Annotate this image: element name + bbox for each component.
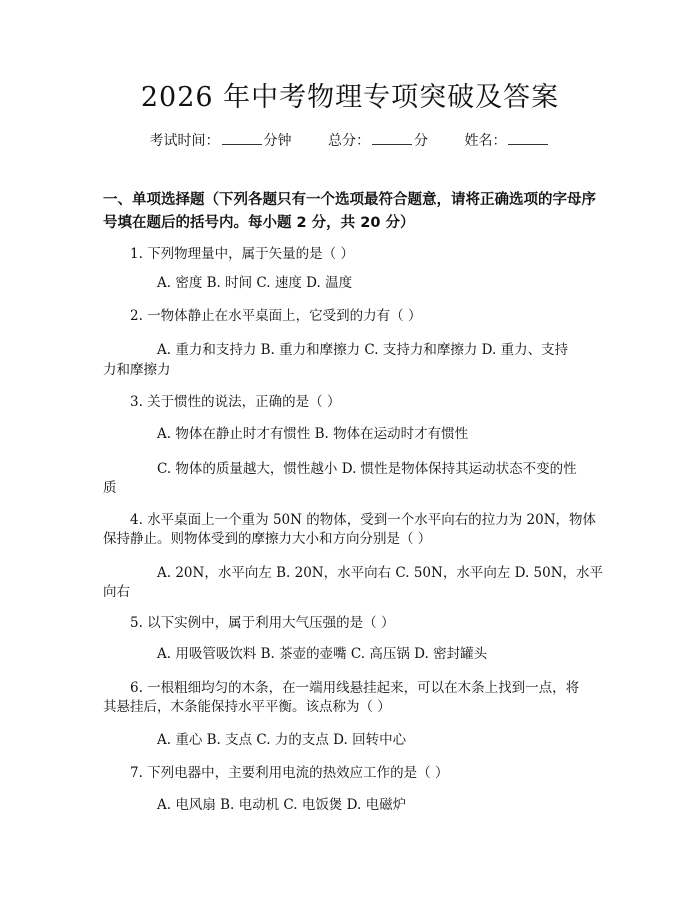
question-3: 3. 关于惯性的说法，正确的是（ ） — [130, 394, 341, 410]
question-5: 5. 以下实例中，属于利用大气压强的是（ ） — [130, 615, 395, 631]
question-2-options: A. 重力和支持力 B. 重力和摩擦力 C. 支持力和摩擦力 D. 重力、支持 — [157, 342, 569, 358]
question-1-options: A. 密度 B. 时间 C. 速度 D. 温度 — [157, 275, 353, 291]
question-4: 4. 水平桌面上一个重为 50N 的物体，受到一个水平向右的拉力为 20N，物体 — [130, 512, 597, 528]
page-title: 2026 年中考物理专项突破及答案 — [140, 82, 560, 113]
exam-meta — [0, 130, 700, 151]
score-field — [328, 133, 432, 149]
score-unit: 分 — [414, 133, 428, 149]
question-4-cont: 保持静止。则物体受到的摩擦力大小和方向分别是（ ） — [103, 531, 432, 547]
name-field — [464, 133, 550, 149]
time-field — [150, 133, 296, 149]
question-2: 2. 一物体静止在水平桌面上，它受到的力有（ ） — [130, 308, 422, 324]
time-unit: 分钟 — [263, 133, 292, 149]
question-6-options: A. 重心 B. 支点 C. 力的支点 D. 回转中心 — [157, 732, 407, 748]
question-1: 1. 下列物理量中，属于矢量的是（ ） — [130, 246, 354, 262]
score-label: 总分： — [328, 133, 370, 149]
question-3-options-ab: A. 物体在静止时才有惯性 B. 物体在运动时才有惯性 — [157, 426, 469, 442]
question-6: 6. 一根粗细均匀的木条，在一端用线悬挂起来，可以在木条上找到一点，将 — [130, 680, 580, 696]
time-label: 考试时间： — [149, 133, 220, 149]
name-label: 姓名： — [464, 133, 507, 149]
question-2-options-cont: 力和摩擦力 — [103, 362, 171, 378]
question-3-options-cont: 质 — [103, 480, 117, 496]
name-blank[interactable] — [508, 130, 548, 145]
question-6-cont: 其悬挂后，木条能保持水平平衡。该点称为（ ） — [103, 699, 391, 715]
question-7-options: A. 电风扇 B. 电动机 C. 电饭煲 D. 电磁炉 — [157, 797, 407, 813]
question-5-options: A. 用吸管吸饮料 B. 茶壶的壶嘴 C. 高压锅 D. 密封罐头 — [157, 646, 488, 662]
score-blank[interactable] — [372, 130, 412, 145]
question-7: 7. 下列电器中，主要利用电流的热效应工作的是（ ） — [130, 765, 449, 781]
question-4-options-cont: 向右 — [103, 584, 130, 600]
question-4-options: A. 20N，水平向左 B. 20N，水平向右 C. 50N，水平向左 D. 50N，水平 — [157, 565, 604, 581]
time-blank[interactable] — [222, 130, 262, 145]
section-heading: 一、单项选择题（下列各题只有一个选项最符合题意，请将正确选项的字母序号填在题后的括号内。每小题 2 分，共 20 分） — [103, 192, 596, 231]
question-3-options-cd: C. 物体的质量越大，惯性越小 D. 惯性是物体保持其运动状态不变的性 — [157, 461, 577, 477]
